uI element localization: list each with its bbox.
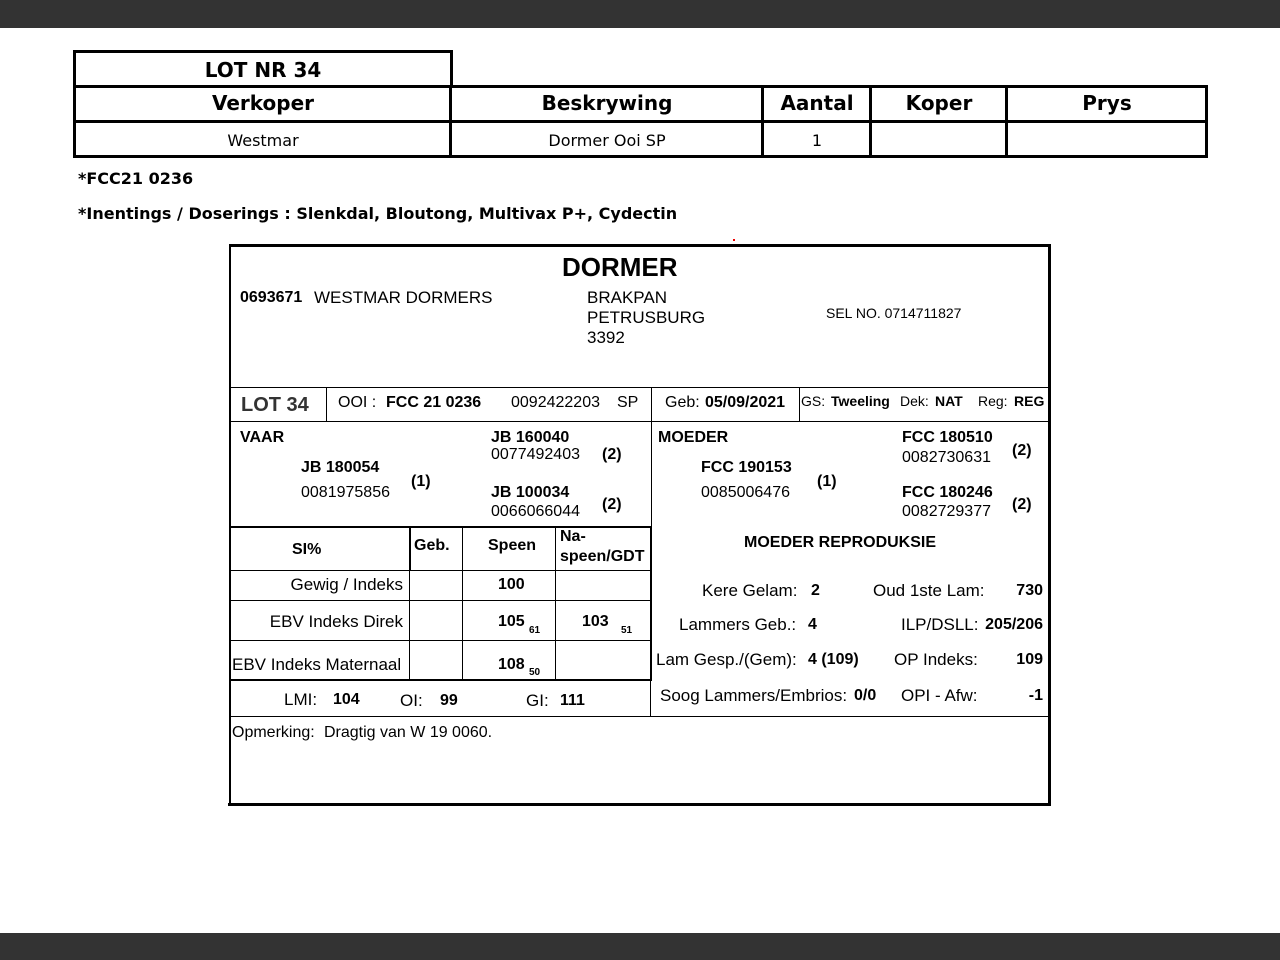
naspeen-accuracy: 51	[621, 625, 633, 636]
opi-label: OPI - Afw:	[901, 686, 978, 705]
kere-gelam-label: Kere Gelam:	[702, 581, 798, 600]
kere-gelam-value: 2	[811, 582, 820, 599]
sire-gen: (1)	[411, 473, 431, 490]
speen-value: 100	[498, 576, 525, 593]
si-header: SI%	[292, 541, 322, 558]
breed-title: DORMER	[562, 252, 678, 282]
address-line-1: BRAKPAN	[587, 288, 667, 307]
oud-value: 730	[1016, 582, 1043, 599]
sire-dam-id: JB 100034	[491, 484, 570, 501]
dek-value: NAT	[935, 393, 963, 409]
sire-sire-number: 0077492403	[491, 446, 580, 463]
gi-value: 111	[560, 692, 585, 709]
divider	[651, 387, 652, 421]
oud-label: Oud 1ste Lam:	[873, 581, 985, 600]
card-border-bottom	[228, 803, 1050, 806]
col-prys: Prys	[1082, 91, 1132, 115]
divider	[230, 716, 1050, 717]
ooi-id: FCC 21 0236	[386, 394, 482, 411]
lot-label: LOT 34	[241, 394, 309, 416]
divider	[651, 421, 652, 528]
bottom-bar	[0, 933, 1280, 960]
opi-value: -1	[1028, 687, 1043, 704]
si-table-border-top	[230, 526, 652, 528]
divider	[326, 387, 327, 421]
sire-number: 0081975856	[301, 484, 390, 501]
id-note: *FCC21 0236	[78, 169, 194, 188]
lot-title: LOT NR 34	[204, 58, 322, 82]
card-border-right	[1048, 244, 1051, 806]
dam-sire-id: FCC 180510	[902, 429, 993, 446]
dam-sire-gen: (2)	[1012, 442, 1032, 459]
row-label: Gewig / Indeks	[290, 575, 403, 594]
geb-header: Geb.	[414, 537, 450, 554]
speen-value: 105	[498, 613, 525, 630]
dam-sire-number: 0082730631	[902, 449, 991, 466]
sire-heading: VAAR	[240, 429, 285, 446]
lmi-value: 104	[333, 691, 360, 708]
row-label: EBV Indeks Maternaal	[232, 655, 402, 674]
lammers-geb-label: Lammers Geb.:	[679, 615, 797, 634]
sire-sire-gen: (2)	[602, 446, 622, 463]
dam-gen: (1)	[817, 473, 837, 490]
gs-label: GS:	[801, 393, 826, 409]
speen-accuracy: 50	[529, 667, 541, 678]
address-line-2: PETRUSBURG	[587, 308, 706, 327]
sire-dam-gen: (2)	[602, 496, 622, 513]
dam-dam-id: FCC 180246	[902, 484, 993, 501]
col-koper: Koper	[905, 91, 973, 115]
lammers-geb-value: 4	[808, 616, 817, 633]
sel-number: SEL NO. 0714711827	[826, 305, 962, 321]
sire-id: JB 180054	[301, 459, 380, 476]
remark-text: Dragtig van W 19 0060.	[324, 724, 493, 741]
divider	[230, 600, 651, 601]
naspeen-header-line1: Na-	[560, 528, 586, 545]
value-beskrywing: Dormer Ooi SP	[548, 131, 666, 150]
ilp-value: 205/206	[985, 616, 1043, 633]
gi-label: GI:	[526, 691, 549, 710]
lot-title-cell	[73, 50, 453, 88]
ooi-grade: SP	[617, 394, 639, 411]
birth-date: 05/09/2021	[705, 394, 786, 411]
divider	[230, 387, 1050, 388]
remark-label: Opmerking:	[232, 724, 315, 741]
divider	[409, 526, 411, 570]
row-label: EBV Indeks Direk	[269, 612, 403, 631]
soog-value: 0/0	[854, 687, 877, 704]
divider	[230, 570, 651, 571]
divider	[650, 526, 651, 716]
divider	[555, 526, 556, 680]
reproduction-heading: MOEDER REPRODUKSIE	[744, 534, 937, 551]
divider	[230, 421, 1050, 422]
ooi-number: 0092422203	[511, 394, 600, 411]
vaccination-note: *Inentings / Doserings : Slenkdal, Bloutong, Multivax P+, Cydectin	[78, 204, 678, 223]
ilp-label: ILP/DSLL:	[901, 615, 979, 634]
col-beskrywing: Beskrywing	[541, 91, 673, 115]
ooi-label: OOI :	[338, 394, 377, 411]
op-value: 109	[1016, 651, 1043, 668]
si-table-border-bottom	[230, 679, 652, 681]
card-border-left	[229, 244, 231, 806]
breeder-name: WESTMAR DORMERS	[314, 288, 493, 307]
value-aantal: 1	[811, 131, 823, 150]
sire-dam-number: 0066066044	[491, 503, 580, 520]
lmi-label: LMI:	[284, 690, 318, 709]
divider	[462, 526, 463, 680]
lam-gesp-label: Lam Gesp./(Gem):	[656, 650, 797, 669]
red-dot	[733, 239, 735, 241]
gs-value: Tweeling	[831, 393, 890, 409]
speen-value: 108	[498, 656, 525, 673]
col-aantal: Aantal	[780, 91, 854, 115]
reg-label: Reg:	[978, 393, 1008, 409]
col-verkoper: Verkoper	[211, 91, 315, 115]
speen-accuracy: 61	[529, 625, 541, 636]
address-line-3: 3392	[587, 328, 625, 347]
reg-value: REG	[1014, 393, 1045, 409]
dam-id: FCC 190153	[701, 459, 792, 476]
oi-label: OI:	[400, 691, 423, 710]
divider	[409, 570, 410, 680]
card-border-top	[229, 244, 1051, 247]
soog-label: Soog Lammers/Embrios:	[660, 686, 848, 705]
top-bar	[0, 0, 1280, 28]
geb-label: Geb:	[665, 394, 700, 411]
dek-label: Dek:	[900, 393, 929, 409]
dam-dam-number: 0082729377	[902, 503, 991, 520]
oi-value: 99	[440, 692, 458, 709]
op-label: OP Indeks:	[894, 650, 978, 669]
divider	[230, 640, 651, 641]
lam-gesp-value: 4 (109)	[808, 651, 859, 668]
sire-sire-id: JB 160040	[491, 429, 570, 446]
naspeen-value: 103	[582, 613, 609, 630]
value-verkoper: Westmar	[227, 131, 299, 150]
dam-number: 0085006476	[701, 484, 790, 501]
dam-dam-gen: (2)	[1012, 496, 1032, 513]
naspeen-header-line2: speen/GDT	[560, 548, 645, 565]
divider	[799, 387, 800, 421]
dam-heading: MOEDER	[658, 429, 729, 446]
breeder-number: 0693671	[240, 289, 303, 306]
speen-header: Speen	[488, 537, 537, 554]
